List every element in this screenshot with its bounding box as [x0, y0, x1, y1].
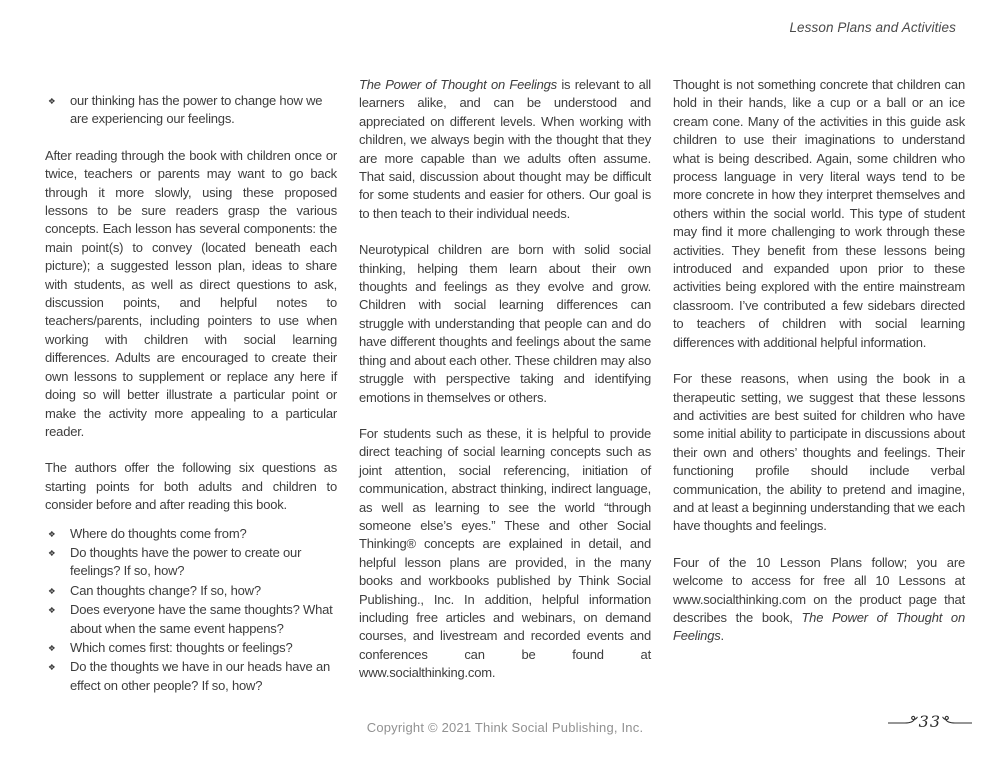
flourish-left-icon [888, 715, 918, 729]
bullet-icon: ❖ [48, 547, 56, 558]
paragraph: For these reasons, when using the book in a therapeutic setting, we suggest that these lessons and activities are best suited for children who have some initial ability to participate in discussions about their own and others’ thoughts and feelings. Their functioning profile should include verbal communication, the ability to pretend and imagine, and at least a beginning understanding that we each have thoughts and feelings. [673, 371, 965, 534]
list-item-text: Where do thoughts come from? [70, 525, 247, 541]
paragraph: The authors offer the following six questions as starting points for both adults and children to consider before and after reading this book. [45, 460, 337, 513]
bullet-icon: ❖ [48, 605, 56, 616]
page-number-ornament [888, 712, 972, 731]
text-columns [45, 76, 965, 696]
list-item [45, 525, 337, 543]
list-item-text: Does everyone have the same thoughts? What about when the same event happens? [70, 602, 333, 636]
book-title: The Power of Thought on Feelings [673, 609, 965, 644]
list-item-text: Can thoughts change? If so, how? [70, 582, 261, 598]
paragraph: For students such as these, it is helpful to provide direct teaching of social learning concepts such as joint attention, social referencing, initiation of communication, abstract thinking, indirect language, as well as learning to see the world “through someone else’s eyes.” These and other Social Thinking® concepts are explained in detail, and helpful lesson plans are provided, in the many books and workbooks published by Think Social Publishing., Inc. In addition, helpful information including free articles and webinars, on demand courses, and livestream and recorded events and conferences can be found at www.socialthinking.com. [359, 425, 651, 681]
paragraph: After reading through the book with children once or twice, teachers or parents may want to go back through it more slowly, using these proposed lessons to be sure readers grasp the various concepts. Each lesson has several components: the main point(s) to convey (located beneath each picture); a suggested lesson plan, ideas to share with students, as well as direct questions to ask, discussion points, and helpful notes to teachers/parents, including pointers to use when working with children with social learning differences. Adults are encouraged to create their own lessons to supplement or replace any here if doing so will better illustrate a particular point or make the activity more appealing to a particular reader. [45, 147, 337, 439]
paragraph: Neurotypical children are born with solid social thinking, helping them learn about their own thoughts and feelings as they evolve and grow. Children with social learning differences can struggle with understanding that people can and do have different thoughts and feelings about the same thing and about each other. These children may also struggle with perspective taking and identifying emotions in themselves or others. [359, 242, 651, 405]
list-item [45, 658, 337, 695]
paragraph [359, 76, 651, 223]
paragraph-text: is relevant to all learners alike, and can be understood and appreciated on different levels. When working with children, we always begin with the thought that they are more capable than we adults often assume. That said, discussion about thought may be difficult for some students and easier for others. Our goal is to then teach to their individual needs. [359, 77, 651, 221]
list-item [45, 601, 337, 638]
paragraph-text: . [720, 628, 724, 644]
list-item-text: Do thoughts have the power to create our feelings? If so, how? [70, 544, 302, 579]
page-number: 33 [918, 712, 941, 731]
list-item [45, 544, 337, 581]
bullet-icon: ❖ [48, 528, 56, 539]
bullet-icon: ❖ [48, 585, 56, 596]
list-item [45, 639, 337, 657]
column-3 [673, 76, 965, 696]
copyright-notice: Copyright © 2021 Think Social Publishing, Inc. [366, 720, 644, 735]
book-title: The Power of Thought on Feelings [359, 77, 557, 92]
paragraph-text: Four of the 10 Lesson Plans follow; you are welcome to access for free all 10 Lessons at www.socialthinking.com on the product page that describes the book, [673, 554, 965, 625]
bullet-icon: ❖ [48, 96, 56, 106]
bullet-icon: ❖ [48, 662, 56, 673]
paragraph [673, 554, 965, 646]
list-item-text: our thinking has the power to change how we are experiencing our feelings. [70, 93, 323, 127]
list-item-text: Which comes first: thoughts or feelings? [70, 639, 293, 655]
column-1 [45, 76, 337, 696]
running-header: Lesson Plans and Activities [789, 20, 956, 35]
paragraph: Thought is not something concrete that children can hold in their hands, like a cup or a ball or an ice cream cone. Many of the activities in this guide ask children to use their imaginations to understand what is being described. Again, some children who process language in very literal ways tend to be more concrete in how they interpret themselves and others within the social world. This type of student may find it more challenging to work through these activities. They benefit from these lessons being introduced and expanded upon prior to these activities being explored with the entire mainstream classroom. I’ve contributed a few sidebars directed to teachers of children with social learning differences with additional helpful information. [673, 77, 965, 350]
list-item-text: Do the thoughts we have in our heads have an effect on other people? If so, how? [70, 659, 331, 693]
list-item [45, 582, 337, 600]
column-2 [359, 76, 651, 696]
list-item [45, 92, 337, 129]
bullet-icon: ❖ [48, 642, 56, 653]
flourish-right-icon [942, 715, 972, 729]
